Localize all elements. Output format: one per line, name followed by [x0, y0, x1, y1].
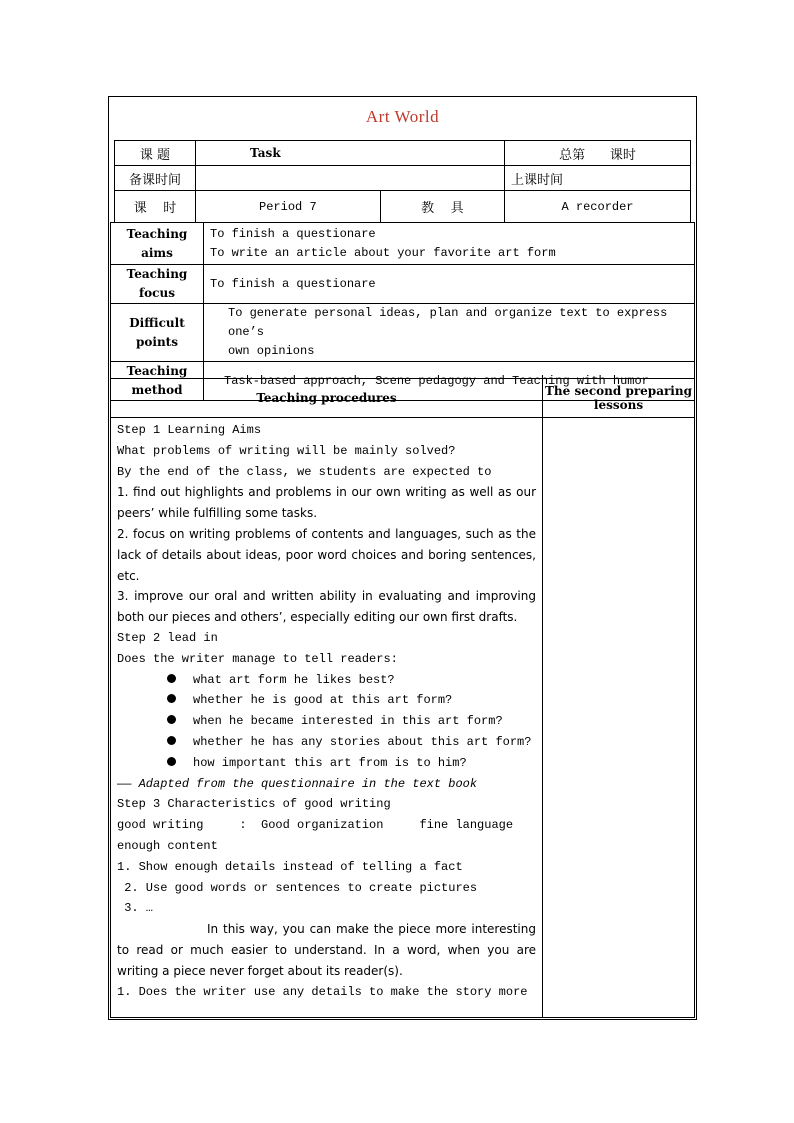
bullet-icon — [167, 694, 176, 703]
period-value: Period 7 — [196, 191, 381, 223]
aims-line-1: To finish a questionare — [210, 226, 376, 241]
bullet-item: whether he has any stories about this art form? — [117, 732, 536, 753]
page-title: Art World — [365, 107, 440, 126]
method-label: Teaching method — [111, 362, 204, 401]
difficult-line-2: own opinions — [228, 344, 315, 358]
line-source: —— Adapted from the questionnaire in the text book — [117, 776, 478, 791]
line-aim-2: 2. focus on writing problems of contents and languages, such as the lack of details about ideas, poor word choices and boring sentences, etc. — [117, 526, 536, 583]
bullet-icon — [167, 757, 176, 766]
line-point-3: 3. … — [117, 901, 154, 916]
topic-label: 课 题 — [115, 141, 196, 166]
focus-value: To finish a questionare — [204, 265, 695, 304]
line-in-this-way: In this way, you can make the piece more interesting to read or much easier to understand. In a word, when you are writing a piece never forget about its reader(s). — [117, 922, 536, 978]
line-aim-3: 3. improve our oral and written ability in evaluating and improving both our pieces and others’, especially editing our own first drafts. — [117, 589, 536, 625]
aids-label: 教 具 — [380, 191, 504, 223]
line-expected: By the end of the class, we students are expected to — [117, 464, 492, 479]
bullet-item: what art form he likes best? — [117, 670, 536, 691]
bullet-icon — [167, 715, 176, 724]
aids-value: A recorder — [505, 191, 691, 223]
line-point-2: 2. Use good words or sentences to create pictures — [117, 880, 478, 895]
bullet-item: how important this art from is to him? — [117, 753, 536, 774]
method-value: Task-based approach, Scene pedagogy and Teaching with humor — [204, 362, 695, 401]
bullet-item: when he became interested in this art form? — [117, 711, 536, 732]
class-time-label: 上课时间 — [505, 166, 691, 191]
second-preparing-header: The second preparing lessons — [543, 379, 695, 418]
line-step2: Step 2 lead in — [117, 630, 218, 645]
line-point-1: 1. Show enough details instead of telling a fact — [117, 859, 463, 874]
procedures-header: Teaching procedures — [111, 379, 543, 418]
bullet-icon — [167, 736, 176, 745]
total-period-label: 总第 课时 — [505, 141, 691, 166]
focus-label: Teaching focus — [111, 265, 204, 304]
line-does-writer-details: 1. Does the writer use any details to make the story more — [117, 984, 528, 999]
line-step1: Step 1 Learning Aims — [117, 423, 262, 437]
line-question: What problems of writing will be mainly solved? — [117, 443, 456, 458]
period-label: 课 时 — [115, 191, 196, 223]
difficult-line-1: To generate personal ideas, plan and organize text to express one’s — [228, 306, 668, 339]
line-enough-content: enough content — [117, 838, 218, 853]
procedures-table — [110, 378, 695, 1018]
aims-value — [204, 223, 695, 265]
topic-value: Task — [196, 141, 505, 166]
aims-line-2: To write an article about your favorite art form — [210, 245, 556, 260]
info-table — [114, 140, 691, 223]
line-good-writing: good writing : Good organization fine language — [117, 818, 514, 833]
aims-label: Teaching aims — [111, 223, 204, 265]
procedures-content — [111, 418, 543, 1018]
line-does-writer: Does the writer manage to tell readers: — [117, 651, 398, 666]
second-preparing-content — [543, 418, 695, 1018]
bullet-icon — [167, 674, 176, 683]
bullet-item: whether he is good at this art form? — [117, 690, 536, 711]
difficult-value — [204, 304, 695, 362]
meta-table — [110, 222, 695, 401]
prep-time-value — [196, 166, 505, 191]
lesson-plan-frame — [108, 96, 697, 1020]
line-step3: Step 3 Characteristics of good writing — [117, 797, 391, 812]
prep-time-label: 备课时间 — [115, 166, 196, 191]
line-aim-1: 1. find out highlights and problems in our own writing as well as our peers’ while fulfilling some tasks. — [117, 485, 536, 521]
difficult-label: Difficult points — [111, 304, 204, 362]
